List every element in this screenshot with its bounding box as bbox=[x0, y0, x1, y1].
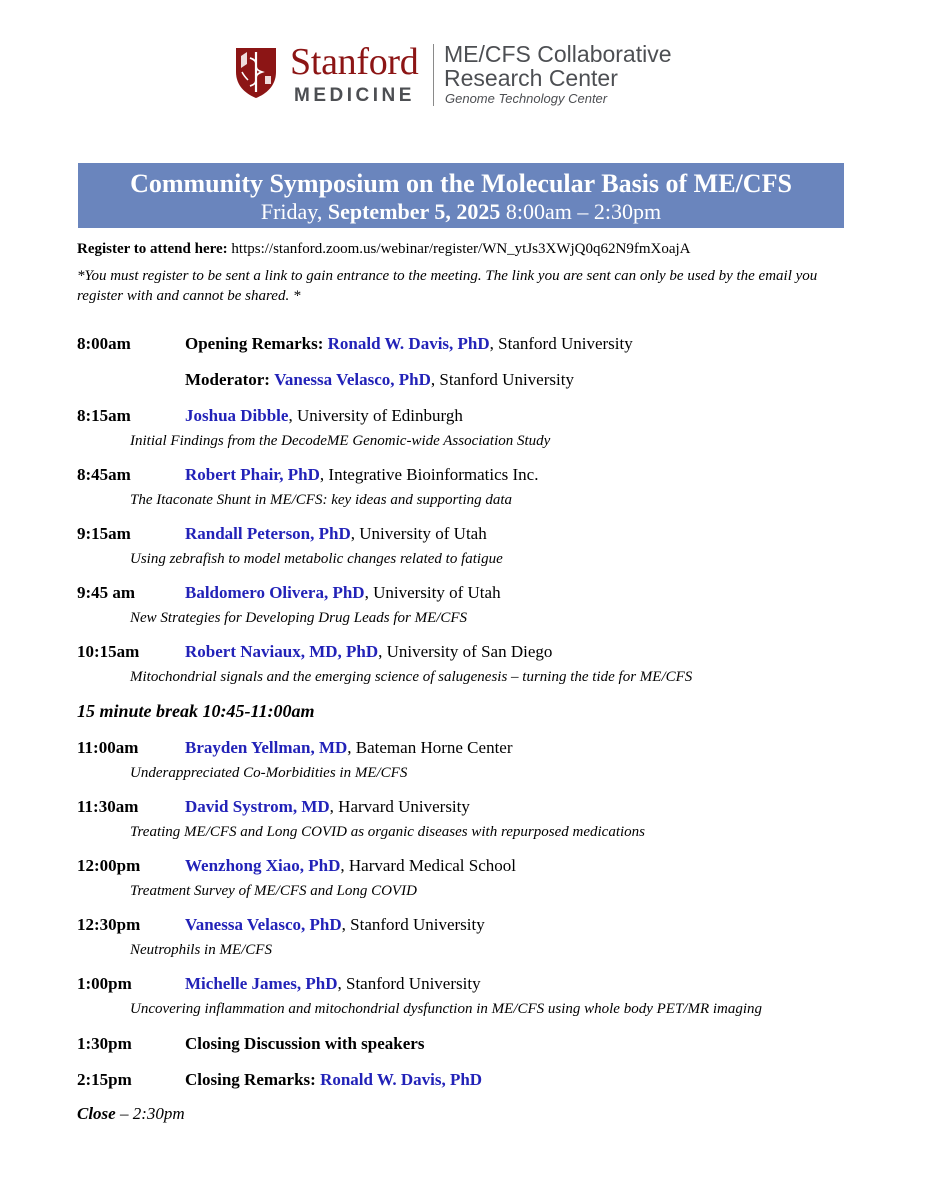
logo-medicine-text: MEDICINE bbox=[294, 85, 415, 106]
speaker-name: Brayden Yellman, MD bbox=[185, 738, 348, 757]
agenda-time: 8:00am bbox=[77, 334, 131, 353]
agenda-time: 12:00pm bbox=[77, 856, 141, 875]
event-hours: 8:00am – 2:30pm bbox=[505, 199, 662, 224]
talk-title: The Itaconate Shunt in ME/CFS: key ideas and supporting data bbox=[130, 492, 513, 508]
speaker-name: Wenzhong Xiao, PhD bbox=[185, 856, 341, 875]
registration-line bbox=[77, 241, 691, 258]
talk-title: Treating ME/CFS and Long COVID as organic diseases with repurposed medications bbox=[130, 824, 645, 840]
agenda-label: Closing Discussion with speakers bbox=[185, 1034, 425, 1053]
agenda-label: Opening Remarks: bbox=[185, 334, 324, 353]
speaker-name: Vanessa Velasco, PhD bbox=[274, 370, 431, 389]
speaker-name: Robert Naviaux, MD, PhD bbox=[185, 642, 379, 661]
talk-title: Uncovering inflammation and mitochondrial dysfunction in ME/CFS using whole body PET/MR imaging bbox=[130, 1001, 763, 1017]
talk-title: New Strategies for Developing Drug Leads for ME/CFS bbox=[130, 610, 468, 626]
registration-link[interactable]: https://stanford.zoom.us/webinar/register/WN_ytJs3XWjQ0q62N9fmXoajA bbox=[231, 241, 691, 257]
logo-divider bbox=[433, 44, 434, 106]
talk-title: Underappreciated Co-Morbidities in ME/CFS bbox=[130, 765, 408, 781]
agenda-label: Moderator: bbox=[185, 370, 270, 389]
event-day: Friday, bbox=[260, 199, 323, 224]
agenda-time: 1:30pm bbox=[77, 1034, 132, 1053]
talk-title: Neutrophils in ME/CFS bbox=[130, 942, 272, 958]
logo-center-line1: ME/CFS Collaborative bbox=[444, 41, 672, 67]
agenda-time: 1:00pm bbox=[77, 974, 132, 993]
logo-center-line2: Research Center bbox=[444, 65, 618, 91]
event-date bbox=[78, 199, 844, 225]
speaker-affiliation: , Stanford University bbox=[430, 370, 574, 389]
speaker-name: Robert Phair, PhD bbox=[185, 465, 320, 484]
agenda-time: 12:30pm bbox=[77, 915, 141, 934]
speaker-affiliation: , University of Utah bbox=[364, 583, 501, 602]
speaker-affiliation: , Bateman Horne Center bbox=[347, 738, 513, 757]
speaker-affiliation: , Stanford University bbox=[489, 334, 633, 353]
speaker-name: Ronald W. Davis, PhD bbox=[327, 334, 490, 353]
registration-label: Register to attend here: bbox=[77, 241, 228, 257]
speaker-name: Randall Peterson, PhD bbox=[185, 524, 351, 543]
speaker-affiliation: , University of Edinburgh bbox=[288, 406, 463, 425]
speaker-affiliation: , University of San Diego bbox=[378, 642, 553, 661]
logo-center-line3: Genome Technology Center bbox=[445, 91, 608, 106]
agenda-time: 10:15am bbox=[77, 642, 140, 661]
speaker-name: Baldomero Olivera, PhD bbox=[185, 583, 365, 602]
stanford-shield-icon bbox=[234, 46, 278, 100]
agenda-time: 8:45am bbox=[77, 465, 131, 484]
speaker-affiliation: , Harvard Medical School bbox=[340, 856, 517, 875]
agenda-time: 9:15am bbox=[77, 524, 131, 543]
close-line bbox=[77, 1104, 185, 1124]
speaker-affiliation: , Integrative Bioinformatics Inc. bbox=[319, 465, 539, 484]
talk-title: Mitochondrial signals and the emerging science of salugenesis – turning the tide for ME/CFS bbox=[130, 669, 693, 685]
speaker-name: Michelle James, PhD bbox=[185, 974, 338, 993]
speaker-name: Joshua Dibble bbox=[185, 406, 289, 425]
agenda-label: Closing Remarks: bbox=[185, 1070, 316, 1089]
speaker-name: Vanessa Velasco, PhD bbox=[185, 915, 342, 934]
event-date-bold: September 5, 2025 bbox=[327, 199, 501, 224]
speaker-affiliation: , Harvard University bbox=[329, 797, 470, 816]
talk-title: Using zebrafish to model metabolic changes related to fatigue bbox=[130, 551, 503, 567]
logo-stanford-text: Stanford bbox=[290, 41, 419, 83]
speaker-name: Ronald W. Davis, PhD bbox=[320, 1070, 483, 1089]
stanford-medicine-logo bbox=[234, 38, 694, 108]
agenda-time: 11:00am bbox=[77, 738, 139, 757]
close-label: Close bbox=[77, 1104, 116, 1123]
close-time: – 2:30pm bbox=[115, 1104, 185, 1123]
registration-note: *You must register to be sent a link to gain entrance to the meeting. The link you are sent can only be used by the email you register with and cannot be shared. * bbox=[77, 268, 818, 304]
speaker-name: David Systrom, MD bbox=[185, 797, 330, 816]
speaker-affiliation: , University of Utah bbox=[350, 524, 487, 543]
event-banner bbox=[78, 163, 844, 228]
agenda-time: 2:15pm bbox=[77, 1070, 132, 1089]
talk-title: Initial Findings from the DecodeME Genomic-wide Association Study bbox=[130, 433, 551, 449]
break-notice: 15 minute break 10:45-11:00am bbox=[77, 701, 315, 721]
event-title: Community Symposium on the Molecular Basis of ME/CFS bbox=[130, 169, 792, 198]
agenda-time: 8:15am bbox=[77, 406, 131, 425]
agenda-time: 11:30am bbox=[77, 797, 139, 816]
speaker-affiliation: , Stanford University bbox=[337, 974, 481, 993]
agenda-time: 9:45 am bbox=[77, 583, 136, 602]
talk-title: Treatment Survey of ME/CFS and Long COVID bbox=[130, 883, 417, 899]
speaker-affiliation: , Stanford University bbox=[341, 915, 485, 934]
